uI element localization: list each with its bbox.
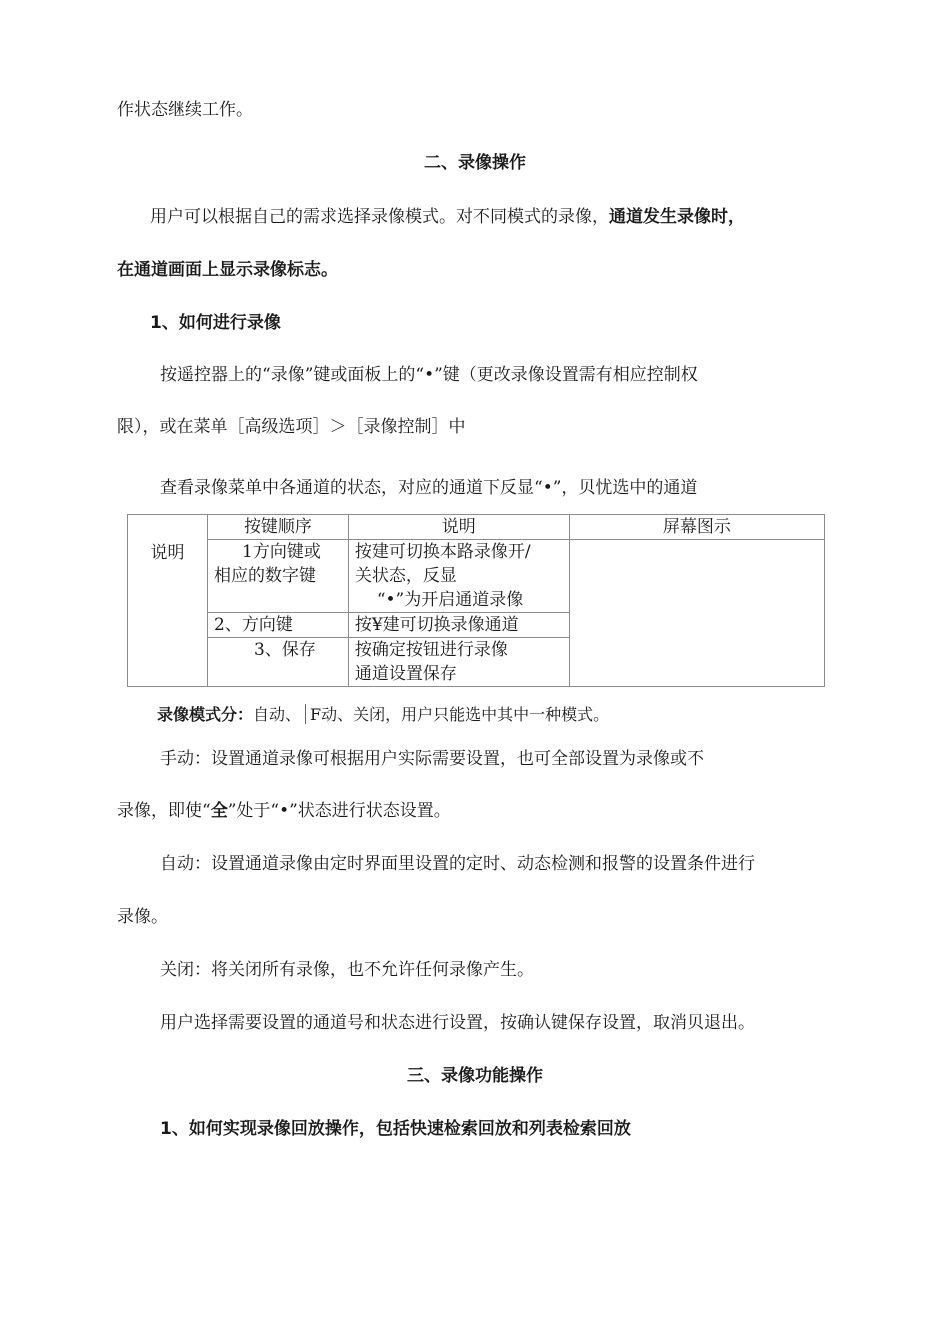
cell-line: 按¥建可切换录像通道 [354, 615, 519, 635]
section-heading-playback: 三、录像功能操作 [407, 1066, 543, 1086]
cell-line: 按建可切换本路录像开/ [354, 542, 531, 562]
paragraph-remote-line2: 限），或在菜单［高级选项］＞［录像控制］中 [117, 417, 466, 437]
recording-mode-line [157, 704, 609, 726]
intro-bold: 通道发生录像时， [609, 207, 745, 227]
mode-auto: 自动、 [253, 705, 302, 724]
paragraph-remote-line1: 按遥控器上的“录像”键或面板上的“•”键（更改录像设置需有相应控制权 [160, 365, 698, 385]
paragraph-intro-line1 [150, 206, 745, 228]
paragraph-close: 关闭：将关闭所有录像，也不允许任何录像产生。 [160, 960, 534, 980]
cell-line: 2、方向键 [214, 615, 293, 635]
paragraph-manual-line2 [117, 800, 451, 822]
table-cell-key [208, 638, 349, 687]
cell-line: 按确定按钮进行录像 [354, 640, 508, 660]
continued-paragraph: 作状态继续工作。 [117, 100, 253, 120]
paragraph-auto-line2: 录像。 [117, 907, 168, 927]
mode-rest: F动、关闭，用户只能选中其中一种模式。 [310, 705, 610, 724]
paragraph-manual-line1: 手动：设置通道录像可根据用户实际需要设置，也可全部设置为录像或不 [160, 749, 704, 769]
table-header-key-order: 按键顺序 [208, 515, 349, 540]
paragraph-check-status: 查看录像菜单中各通道的状态，对应的通道下反显“•”，贝忧选中的通道 [160, 478, 698, 498]
paragraph-auto-line1: 自动：设置通道录像由定时界面里设置的定时、动态检测和报警的设置条件进行 [160, 854, 755, 874]
manual-all: 全 [210, 801, 228, 821]
table-side-label: 说明 [128, 515, 208, 687]
section-heading-recording: 二、录像操作 [424, 153, 526, 173]
table-header-screen: 屏幕图示 [569, 515, 824, 540]
table-cell-description [348, 613, 569, 638]
table-header-row [128, 515, 825, 540]
paragraph-intro-line2: 在通道画面上显示录像标志。 [117, 260, 338, 280]
paragraph-save: 用户选择需要设置的通道号和状态进行设置，按确认键保存设置，取消贝退出。 [160, 1013, 755, 1033]
table-cell-description [348, 540, 569, 613]
cell-line: 3、保存 [254, 640, 316, 660]
cell-line: 通道设置保存 [354, 664, 457, 684]
table-cell-screen-image [569, 540, 824, 687]
cell-line: 相应的数字键 [214, 566, 317, 586]
table-header-description: 说明 [348, 515, 569, 540]
table-row [128, 540, 825, 613]
intro-text: 用户可以根据自己的需求选择录像模式。对不同模式的录像， [150, 207, 609, 227]
subheading-playback: 1、如何实现录像回放操作，包括快速检索回放和列表检索回放 [160, 1119, 631, 1139]
key-instruction-table [127, 514, 825, 687]
table-cell-description [348, 638, 569, 687]
cell-line: 关状态，反显 [354, 566, 457, 586]
cell-line: 1方向键或 [242, 542, 321, 562]
manual-text-2: ”处于“•”状态进行状态设置。 [227, 801, 451, 821]
cell-line: “•”为开启通道录像 [376, 590, 524, 610]
mode-label: 录像模式分： [157, 705, 254, 724]
manual-text-1: 录像，即使“ [117, 801, 211, 821]
table-cell-key [208, 613, 349, 638]
subheading-how-to-record: 1、如何进行录像 [150, 313, 281, 333]
table-cell-key [208, 540, 349, 613]
mode-divider [305, 704, 306, 724]
